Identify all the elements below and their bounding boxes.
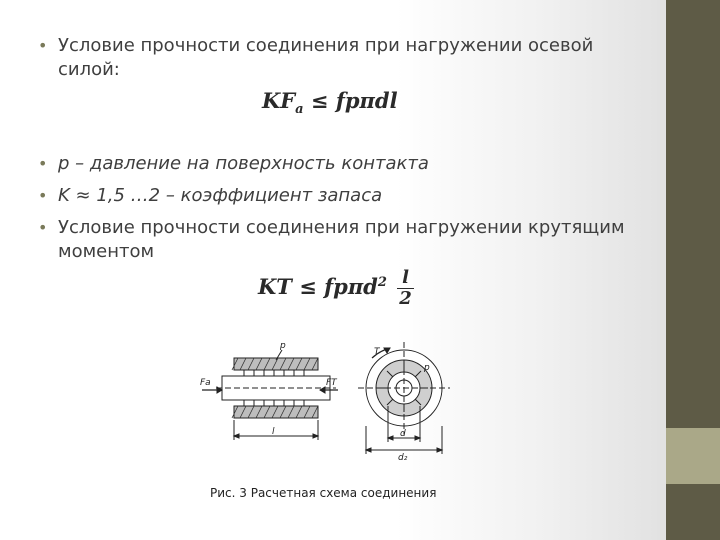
label-fa: Fa <box>200 378 211 388</box>
side-bar-top <box>666 0 720 428</box>
formula-axial-sub: a <box>295 102 304 118</box>
label-ft: FT <box>326 378 337 388</box>
side-bar-bottom <box>666 484 720 540</box>
bullet-dot: • <box>38 186 48 205</box>
label-p-right: p <box>424 363 430 373</box>
figure-caption: Рис. 3 Расчетная схема соединения <box>210 486 437 500</box>
bullet-torque <box>38 216 638 264</box>
formula-torque-fraction <box>397 268 414 309</box>
fraction-numerator: l <box>397 268 414 289</box>
formula-axial-lhs: KF <box>262 88 296 113</box>
label-d2: d₂ <box>398 453 408 463</box>
formula-torque <box>258 268 414 309</box>
formula-axial-rhs: ≤ fpπdl <box>310 88 398 113</box>
bullet-text: K ≈ 1,5 …2 – коэффициент запаса <box>58 185 383 206</box>
bullet-dot: • <box>38 36 48 55</box>
formula-torque-lhs: KT ≤ fpπd <box>258 274 378 299</box>
formula-torque-sup: 2 <box>377 275 387 290</box>
connection-scheme-figure <box>198 328 458 463</box>
label-t: T <box>374 347 380 357</box>
bullet-text: Условие прочности соединения при нагружении крутящим моментом <box>58 217 625 262</box>
hub-bottom-band <box>234 406 318 418</box>
bullet-safety-factor <box>38 184 638 208</box>
formula-axial <box>262 88 398 117</box>
bullet-pressure <box>38 152 638 176</box>
bullet-dot: • <box>38 218 48 237</box>
label-d: d <box>400 429 406 439</box>
bullet-dot: • <box>38 154 48 173</box>
bullet-text: p – давление на поверхность контакта <box>58 153 429 174</box>
bullet-text: Условие прочности соединения при нагружении осевой силой: <box>58 35 594 80</box>
side-bar-middle <box>666 428 720 484</box>
label-p-left: p <box>280 341 286 351</box>
fraction-denominator: 2 <box>399 288 412 309</box>
label-l: l <box>272 427 275 437</box>
bullet-axial-force <box>38 34 638 82</box>
longitudinal-section <box>202 350 338 440</box>
